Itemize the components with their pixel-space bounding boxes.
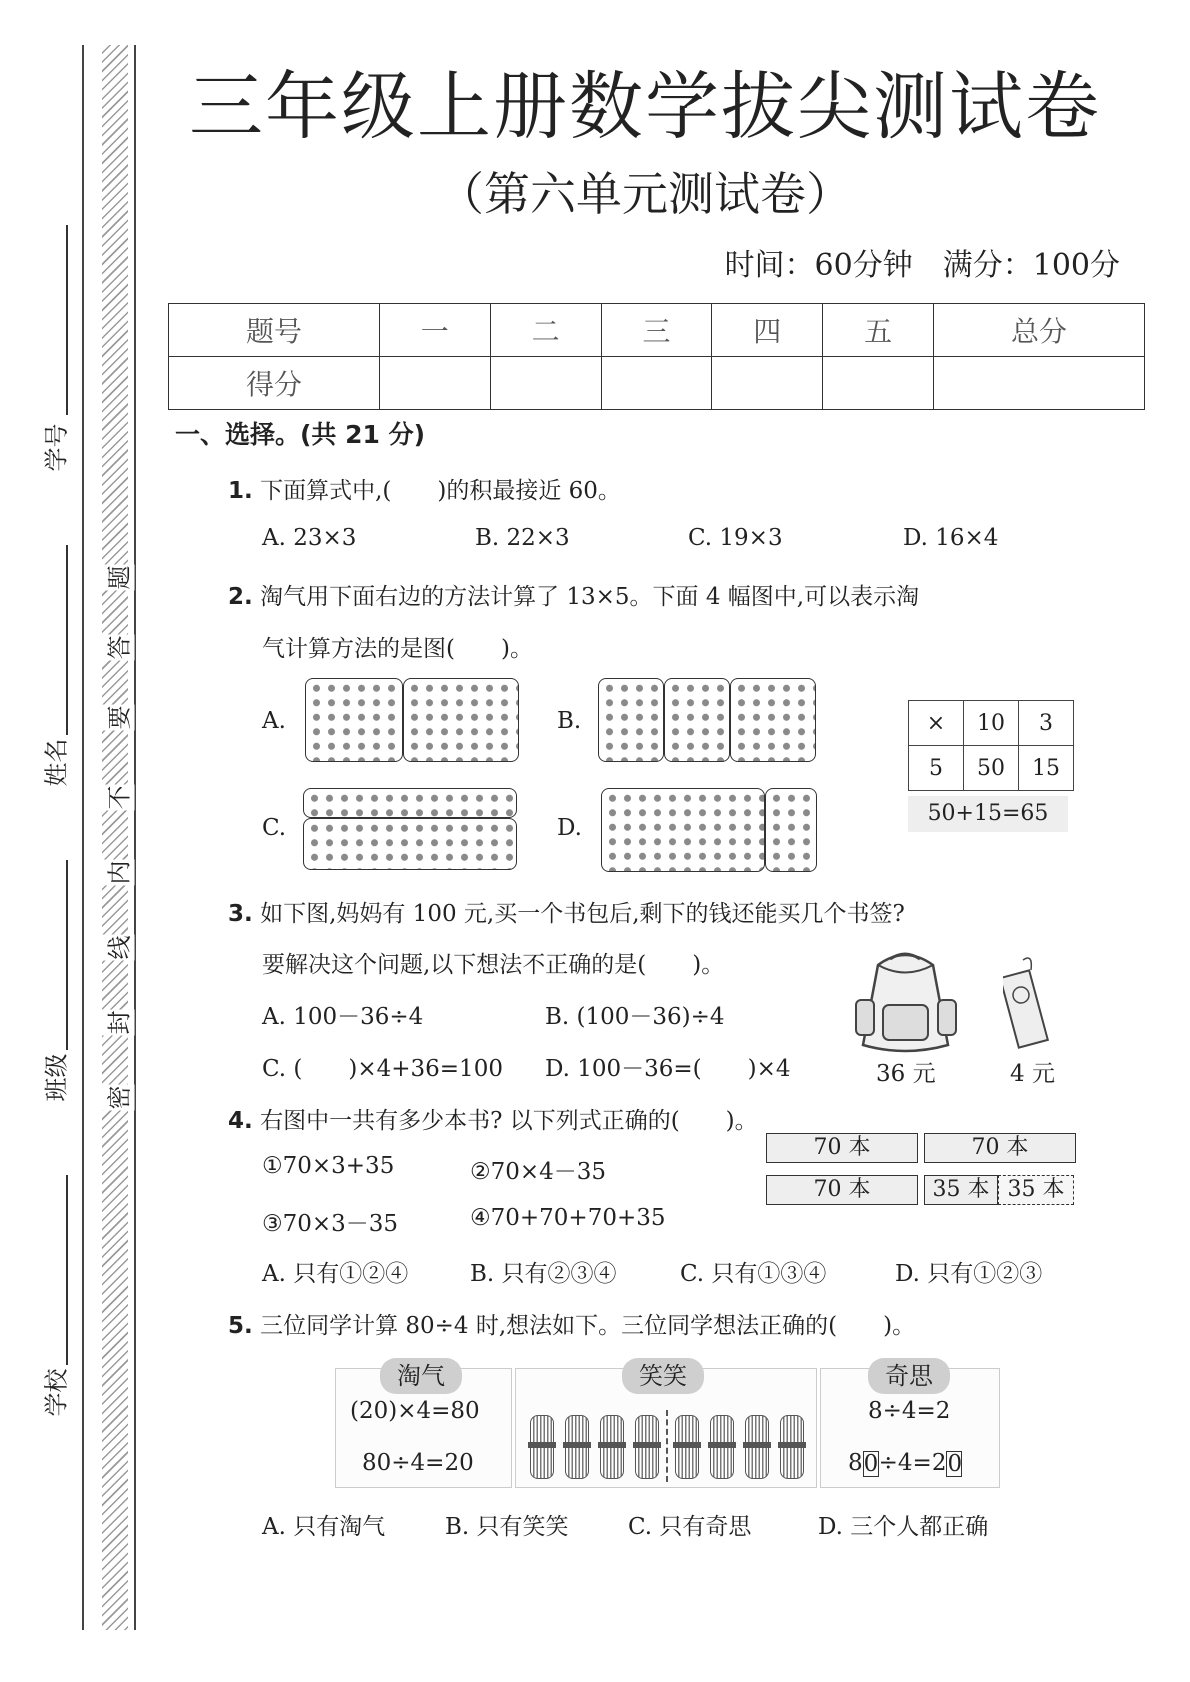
score-row-label: 得分 <box>169 357 380 410</box>
qisi-boxed-zero: 0 <box>863 1451 879 1477</box>
stick-bundle-icon <box>600 1415 624 1479</box>
dot-array <box>730 678 816 762</box>
q4-option-c[interactable]: C. 只有①③④ <box>680 1261 827 1287</box>
binding-line-inner <box>134 45 136 1630</box>
question-2 <box>228 578 919 611</box>
question-number: 1. <box>228 478 253 504</box>
dot-array <box>765 788 817 872</box>
q1-option-b[interactable]: B. 22×3 <box>475 525 570 551</box>
seal-char: 线 <box>100 935 135 961</box>
stick-bundle-icon <box>710 1415 734 1479</box>
q5-option-a[interactable]: A. 只有淘气 <box>262 1514 386 1540</box>
q4-option-d[interactable]: D. 只有①②③ <box>895 1261 1043 1287</box>
q2-option-a[interactable]: A. <box>262 708 286 734</box>
time-score-info: 时间：60分钟 满分：100分 <box>724 248 1120 283</box>
question-text: 三位同学计算 80÷4 时,想法如下。三位同学想法正确的( )。 <box>260 1313 916 1339</box>
score-header-cell: 一 <box>379 304 490 357</box>
mult-cell: 3 <box>1019 701 1074 746</box>
book-box: 70 本 <box>766 1133 918 1163</box>
binding-line-outer <box>82 45 84 1630</box>
q4-option-b[interactable]: B. 只有②③④ <box>470 1261 617 1287</box>
page-title: 三年级上册数学拔尖测试卷 <box>189 64 1101 150</box>
question-number: 4. <box>228 1108 253 1134</box>
qisi-digit: 8 <box>848 1450 863 1476</box>
score-cell[interactable] <box>601 357 712 410</box>
section-heading: 一、选择。(共 21 分) <box>175 420 426 449</box>
q3-option-d[interactable]: D. 100－36=( )×4 <box>545 1056 791 1082</box>
question-text-cont: 要解决这个问题,以下想法不正确的是( )。 <box>262 952 725 978</box>
question-text: 淘气用下面右边的方法计算了 13×5。下面 4 幅图中,可以表示淘 <box>260 584 920 610</box>
student-id-label: 学号 <box>42 423 71 472</box>
q3-option-c[interactable]: C. ( )×4+36=100 <box>262 1056 503 1082</box>
score-cell[interactable] <box>823 357 934 410</box>
seal-char: 内 <box>100 860 135 886</box>
seal-char: 要 <box>100 705 135 731</box>
question-text-cont: 气计算方法的是图( )。 <box>262 636 533 662</box>
name-tag-xiaoxiao: 笑笑 <box>622 1358 704 1394</box>
dot-array <box>303 788 517 818</box>
q2-option-c[interactable]: C. <box>262 815 287 841</box>
score-header-cell: 总分 <box>934 304 1145 357</box>
score-cell[interactable] <box>490 357 601 410</box>
score-header-cell: 题号 <box>169 304 380 357</box>
mult-cell: 15 <box>1019 746 1074 791</box>
stick-bundle-icon <box>780 1415 804 1479</box>
q4-expression: ③70×3－35 <box>262 1211 399 1237</box>
book-box: 70 本 <box>766 1175 918 1205</box>
score-header-cell: 三 <box>601 304 712 357</box>
bookmark-icon <box>1003 955 1063 1050</box>
mult-equation: 50+15=65 <box>908 796 1068 832</box>
name-label: 姓名 <box>42 738 71 787</box>
question-1 <box>228 472 621 505</box>
score-header-cell: 四 <box>712 304 823 357</box>
school-blank <box>66 1175 68 1365</box>
question-text: 下面算式中,( )的积最接近 60。 <box>260 478 621 504</box>
dot-array <box>403 678 519 762</box>
class-blank <box>66 860 68 1050</box>
q4-option-a[interactable]: A. 只有①②④ <box>262 1261 409 1287</box>
seal-char: 密 <box>100 1085 135 1111</box>
stick-bundle-icon <box>745 1415 769 1479</box>
binding-hatch <box>102 45 128 1630</box>
mult-cell: 10 <box>964 701 1019 746</box>
q3-option-a[interactable]: A. 100－36÷4 <box>262 1004 424 1030</box>
student-id-blank <box>66 225 68 415</box>
score-header-cell: 二 <box>490 304 601 357</box>
q4-expression: ④70+70+70+35 <box>470 1205 666 1231</box>
name-blank <box>66 545 68 735</box>
score-table <box>168 303 1145 410</box>
score-cell[interactable] <box>712 357 823 410</box>
book-box: 70 本 <box>924 1133 1076 1163</box>
question-number: 2. <box>228 584 253 610</box>
qisi-step <box>848 1450 962 1477</box>
q4-expression: ②70×4－35 <box>470 1159 607 1185</box>
q4-expression: ①70×3+35 <box>262 1153 395 1179</box>
score-cell[interactable] <box>934 357 1145 410</box>
dot-array <box>303 818 517 870</box>
question-3 <box>228 895 905 928</box>
question-text: 如下图,妈妈有 100 元,买一个书包后,剩下的钱还能买几个书签? <box>260 901 905 927</box>
q3-option-b[interactable]: B. (100－36)÷4 <box>545 1004 725 1030</box>
bookmark-price: 4 元 <box>1010 1061 1055 1087</box>
page-subtitle: （第六单元测试卷） <box>438 167 852 221</box>
q5-option-c[interactable]: C. 只有奇思 <box>628 1514 752 1540</box>
stick-bundle-icon <box>635 1415 659 1479</box>
class-label: 班级 <box>42 1053 71 1102</box>
mult-cell: 5 <box>909 746 964 791</box>
qisi-op: ÷4=2 <box>878 1450 947 1476</box>
seal-char: 封 <box>100 1010 135 1036</box>
q5-option-d[interactable]: D. 三个人都正确 <box>818 1514 989 1540</box>
name-tag-qisi: 奇思 <box>868 1358 950 1394</box>
dot-array <box>601 788 765 872</box>
seal-char: 答 <box>100 635 135 661</box>
mult-cell: 50 <box>964 746 1019 791</box>
q2-option-b[interactable]: B. <box>557 708 582 734</box>
question-4 <box>228 1102 758 1135</box>
multiplication-table <box>908 700 1074 791</box>
taoqi-step: (20)×4=80 <box>350 1398 480 1424</box>
score-cell[interactable] <box>379 357 490 410</box>
seal-char: 不 <box>100 785 135 811</box>
dot-array <box>305 678 403 762</box>
stick-bundle-icon <box>530 1415 554 1479</box>
question-number: 3. <box>228 901 253 927</box>
mult-cell: × <box>909 701 964 746</box>
q2-option-d[interactable]: D. <box>557 815 582 841</box>
q5-option-b[interactable]: B. 只有笑笑 <box>445 1514 569 1540</box>
stick-bundle-icon <box>675 1415 699 1479</box>
book-box: 35 本 <box>924 1175 998 1205</box>
taoqi-step: 80÷4=20 <box>362 1450 474 1476</box>
stick-bundle-icon <box>565 1415 589 1479</box>
book-box-dashed: 35 本 <box>998 1175 1074 1205</box>
name-tag-taoqi: 淘气 <box>380 1358 462 1394</box>
school-label: 学校 <box>42 1368 71 1417</box>
backpack-icon <box>848 945 963 1060</box>
qisi-boxed-zero: 0 <box>947 1451 963 1477</box>
seal-char: 题 <box>100 565 135 591</box>
score-header-cell: 五 <box>823 304 934 357</box>
dot-array <box>598 678 664 762</box>
group-divider <box>666 1410 668 1482</box>
q1-option-d[interactable]: D. 16×4 <box>903 525 999 551</box>
backpack-price: 36 元 <box>876 1061 936 1087</box>
question-text: 右图中一共有多少本书? 以下列式正确的( )。 <box>260 1108 758 1134</box>
question-5 <box>228 1307 915 1340</box>
q1-option-c[interactable]: C. 19×3 <box>688 525 783 551</box>
q1-option-a[interactable]: A. 23×3 <box>262 525 357 551</box>
dot-array <box>664 678 730 762</box>
qisi-step: 8÷4=2 <box>868 1398 951 1424</box>
question-number: 5. <box>228 1313 253 1339</box>
